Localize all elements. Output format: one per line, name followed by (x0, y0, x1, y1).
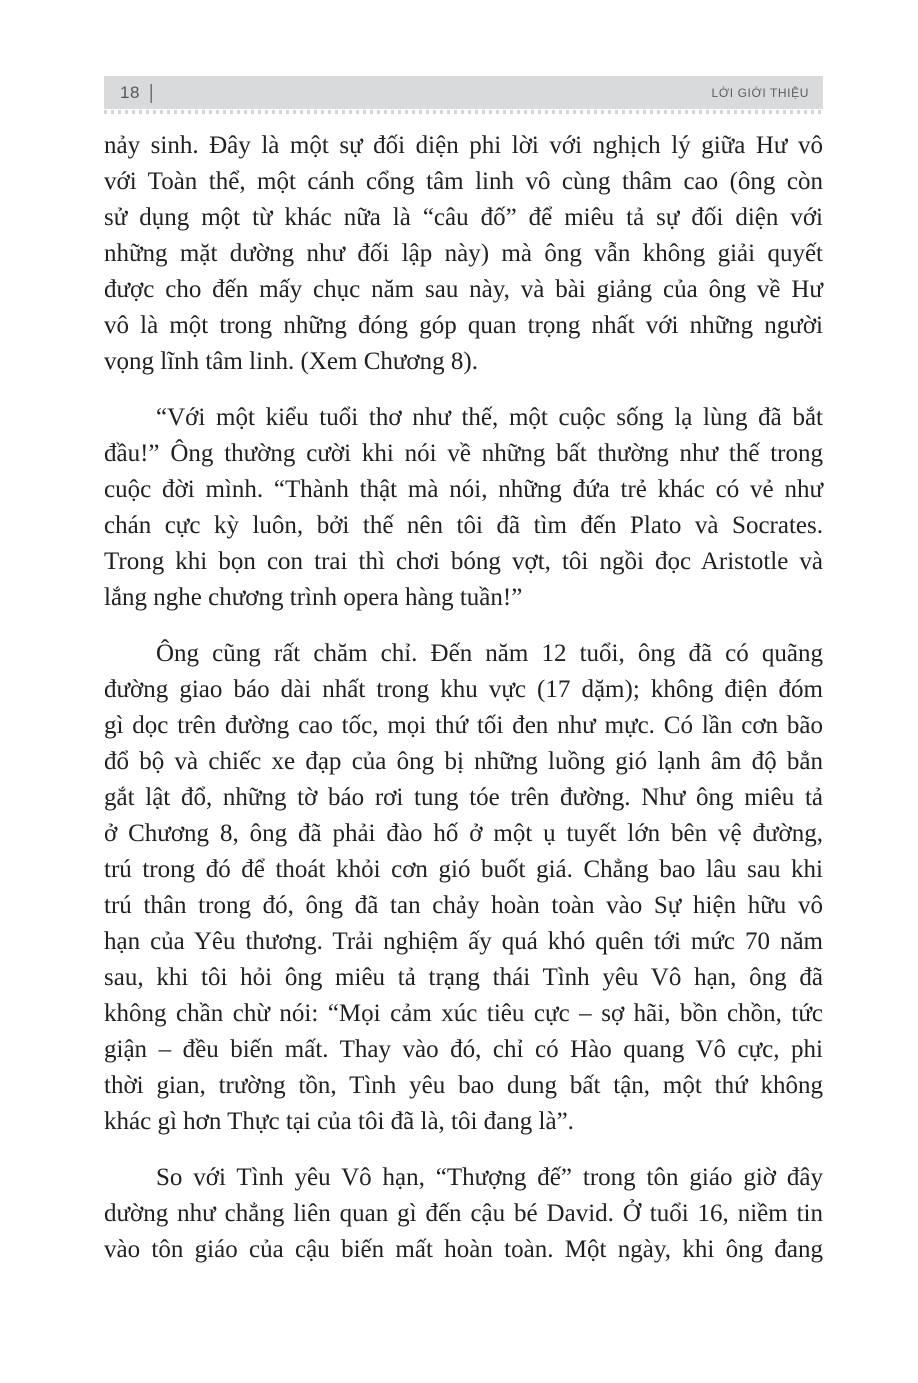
text-line: Trong khi bọn con trai thì chơi bóng vợt, tôi ngồi đọc Aristotle và (104, 548, 823, 575)
text-line: đầu!” Ông thường cười khi nói về những bất thường như thế trong (104, 440, 823, 467)
text-line: cuộc đời mình. “Thành thật mà nói, những đứa trẻ khác có vẻ như (104, 476, 823, 503)
text-line: vô là một trong những đóng góp quan trọng nhất với những người (104, 312, 823, 339)
text-line: đổ bộ và chiếc xe đạp của ông bị những luồng gió lạnh âm độ bẳn (104, 748, 823, 775)
header-bar (104, 76, 823, 109)
text-line: không chần chừ nói: “Mọi cảm xúc tiêu cực – sợ hãi, bồn chồn, tức (104, 1000, 823, 1027)
header-left (120, 82, 154, 103)
perforation-edge (104, 110, 823, 114)
text-line: lắng nghe chương trình opera hàng tuần!” (104, 584, 523, 611)
paragraph (104, 636, 823, 1140)
body-text (104, 128, 823, 1288)
paragraph (104, 1160, 823, 1268)
text-line: giận – đều biến mất. Thay vào đó, chỉ có Hào quang Vô cực, phi (104, 1036, 823, 1063)
page-number: 18 (120, 82, 140, 102)
text-line: được cho đến mấy chục năm sau này, và bài giảng của ông về Hư (104, 276, 823, 303)
text-line: chán cực kỳ luôn, bởi thế nên tôi đã tìm đến Plato và Socrates. (104, 512, 823, 539)
text-line: đường giao báo dài nhất trong khu vực (17 dặm); không điện đóm (104, 676, 823, 703)
text-line: ở Chương 8, ông đã phải đào hố ở một ụ tuyết lớn bên vệ đường, (104, 820, 823, 847)
text-line: trú thân trong đó, ông đã tan chảy hoàn toàn vào Sự hiện hữu vô (104, 892, 823, 919)
text-line: khác gì hơn Thực tại của tôi đã là, tôi đang là”. (104, 1108, 574, 1135)
paragraph (104, 400, 823, 616)
text-line: hạn của Yêu thương. Trải nghiệm ấy quá khó quên tới mức 70 năm (104, 928, 823, 955)
text-line: với Toàn thể, một cánh cổng tâm linh vô cùng thâm cao (ông còn (104, 168, 823, 195)
paragraph (104, 128, 823, 380)
text-line: gì dọc trên đường cao tốc, mọi thứ tối đen như mực. Có lần cơn bão (104, 712, 823, 739)
text-line: vào tôn giáo của cậu biến mất hoàn toàn. Một ngày, khi ông đang (104, 1236, 823, 1263)
text-line: vọng lĩnh tâm linh. (Xem Chương 8). (104, 348, 478, 375)
header-divider: | (148, 80, 154, 104)
text-line: Ông cũng rất chăm chỉ. Đến năm 12 tuổi, ông đã có quãng (156, 640, 823, 667)
text-line: thời gian, trường tồn, Tình yêu bao dung bất tận, một thứ không (104, 1072, 823, 1099)
text-line: So với Tình yêu Vô hạn, “Thượng đế” trong tôn giáo giờ đây (156, 1164, 823, 1191)
text-line: trú trong đó để thoát khỏi cơn gió buốt giá. Chẳng bao lâu sau khi (104, 856, 823, 883)
text-line: sử dụng một từ khác nữa là “câu đố” để miêu tả sự đối diện với (104, 204, 823, 231)
text-line: những mặt dường như đối lập này) mà ông vẫn không giải quyết (104, 240, 823, 267)
text-line: “Với một kiểu tuổi thơ như thế, một cuộc sống lạ lùng đã bắt (156, 404, 823, 431)
text-line: dường như chẳng liên quan gì đến cậu bé David. Ở tuổi 16, niềm tin (104, 1200, 823, 1227)
page-header (104, 76, 823, 114)
running-title: LỜI GIỚI THIỆU (711, 85, 809, 100)
text-line: nảy sinh. Đây là một sự đối diện phi lời với nghịch lý giữa Hư vô (104, 132, 823, 159)
text-line: gắt lật đổ, những tờ báo rơi tung tóe trên đường. Như ông miêu tả (104, 784, 823, 811)
text-line: sau, khi tôi hỏi ông miêu tả trạng thái Tình yêu Vô hạn, ông đã (104, 964, 823, 991)
